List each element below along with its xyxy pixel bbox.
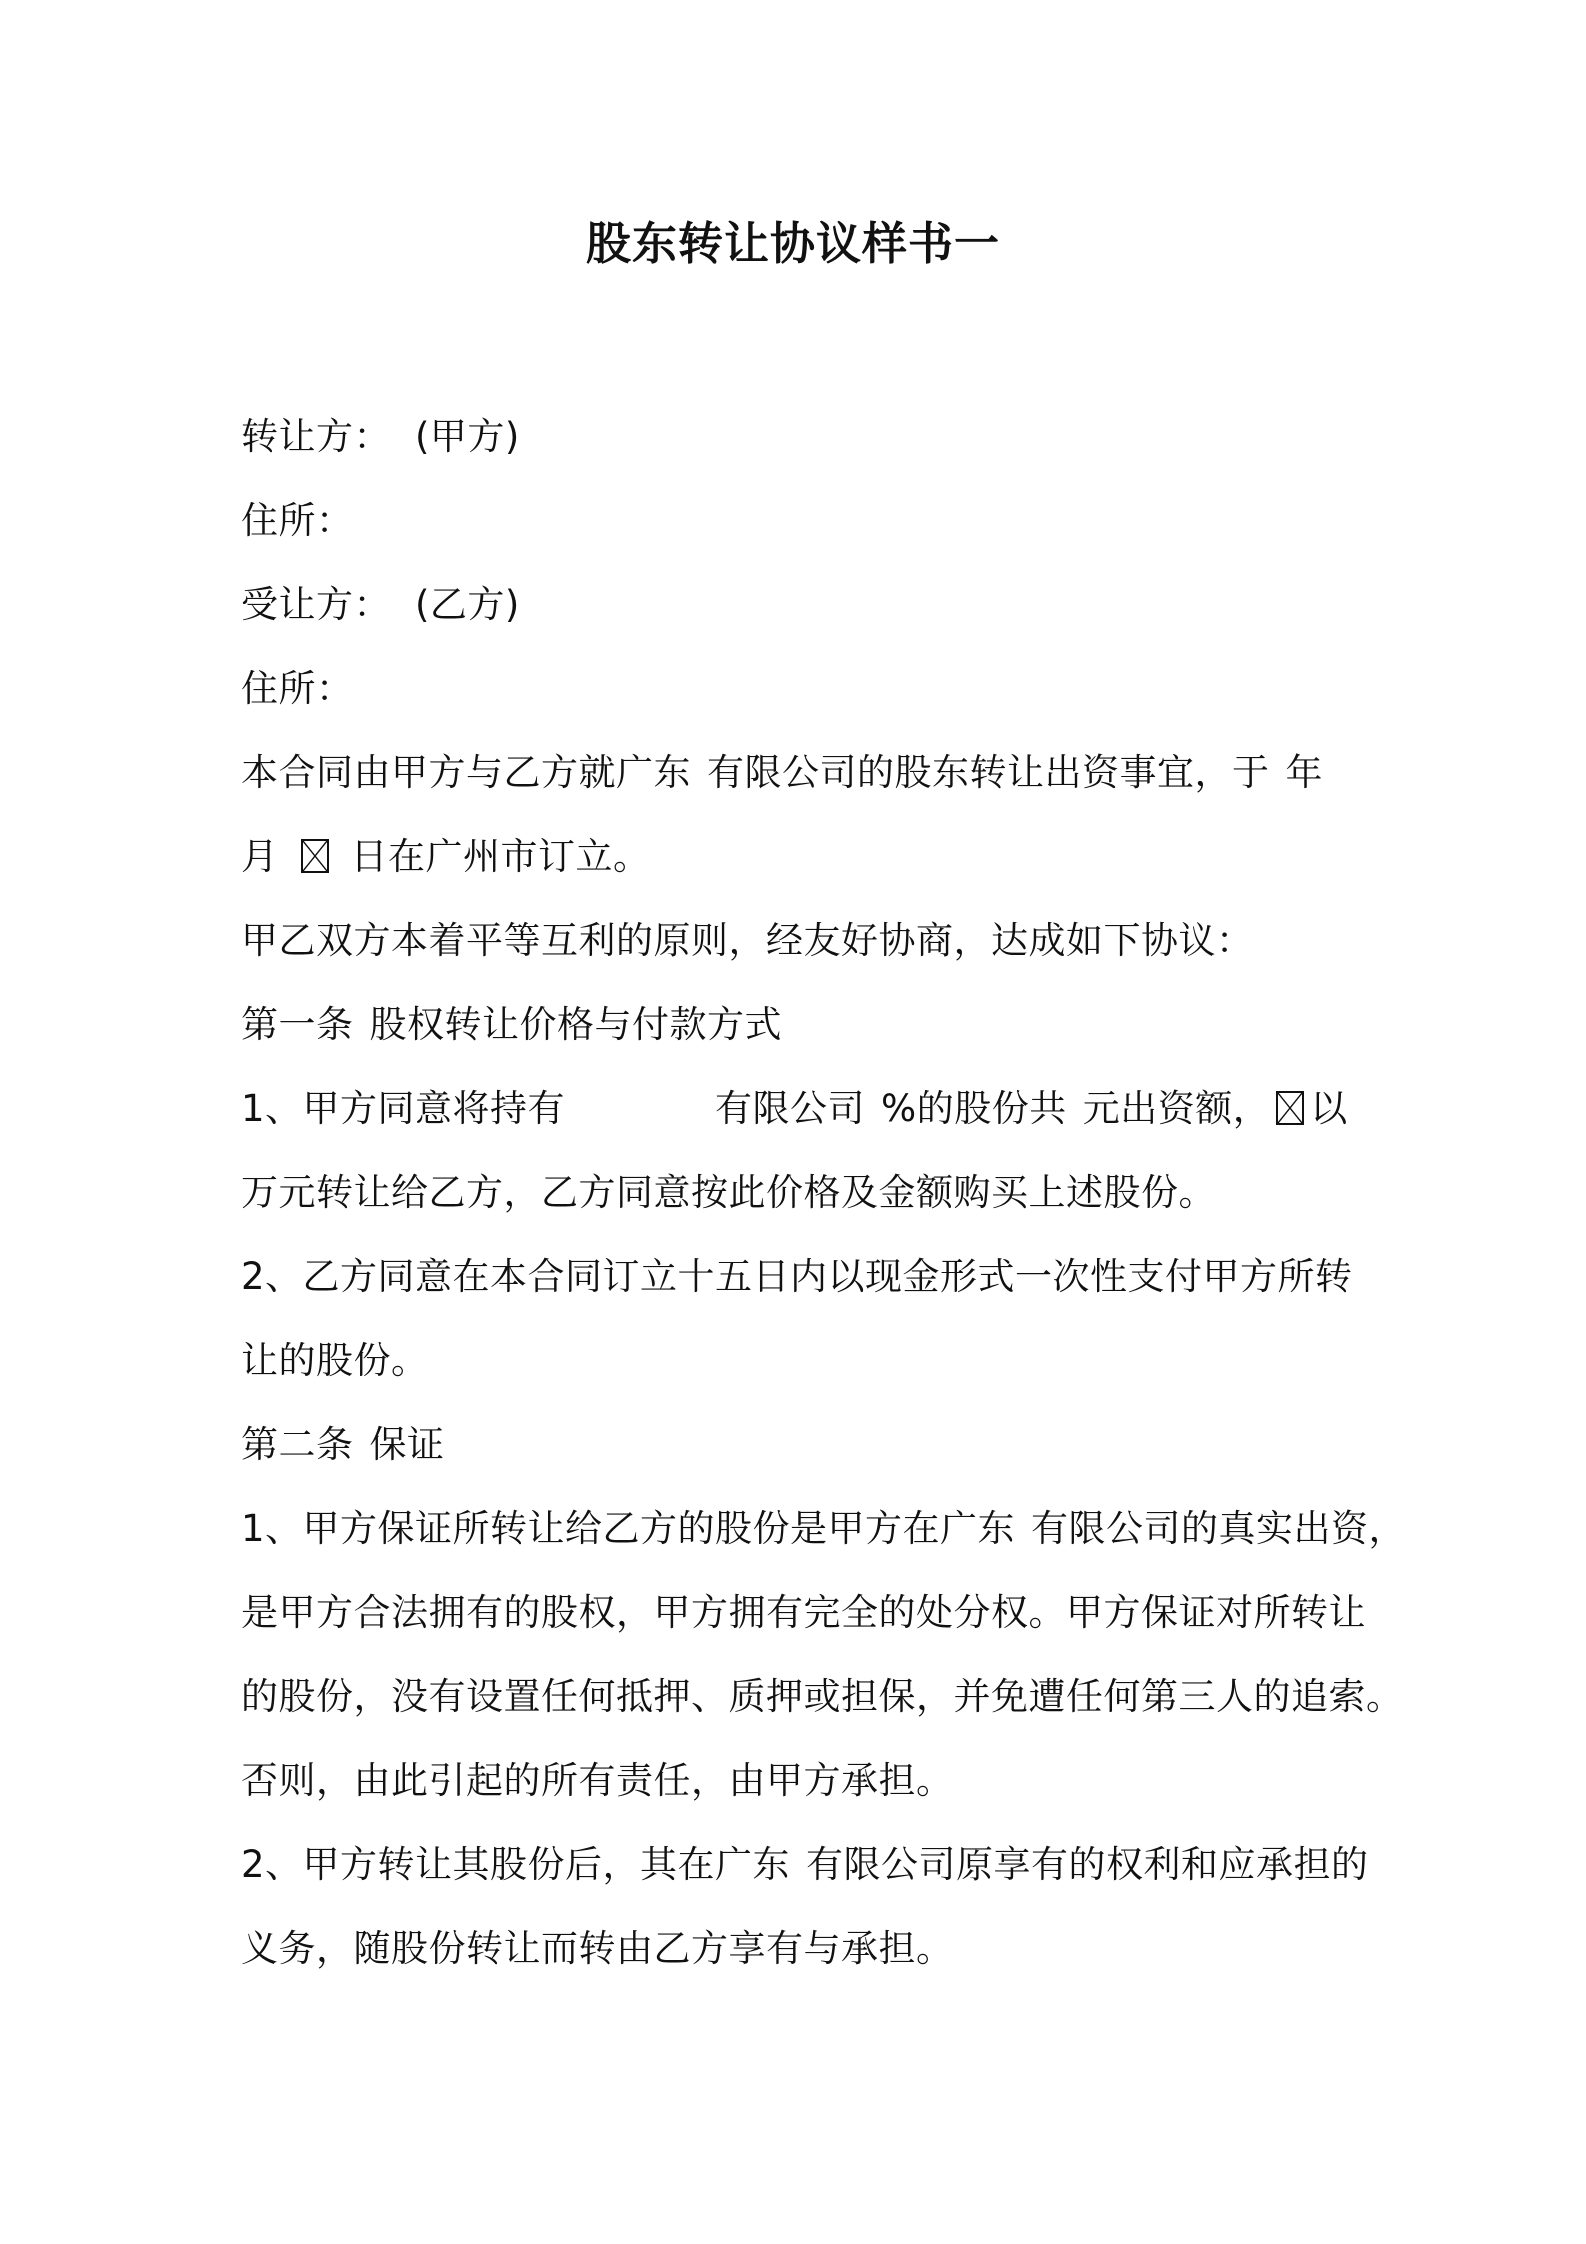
a2c1-text-a: 1、甲方保证所转让给乙方的股份是甲方在广东 xyxy=(241,1507,1016,1550)
a1c1-text-line2: 万元转让给乙方，乙方同意按此价格及金额购买上述股份。 xyxy=(241,1171,1216,1214)
intro-line-3 xyxy=(241,916,1254,966)
missing-glyph-box-icon xyxy=(301,839,329,873)
a2c1-text-b: 有限公司的真实出资， xyxy=(1031,1507,1407,1550)
intro-text-1b: 有限公司的股东转让出资事宜，于 xyxy=(707,751,1270,794)
intro-text-3: 甲乙双方本着平等互利的原则，经友好协商，达成如下协议： xyxy=(241,919,1254,962)
transferee-address-line xyxy=(241,664,354,714)
a2c1-text-line3: 的股份，没有设置任何抵押、质押或担保，并免遭任何第三人的追索。 xyxy=(241,1675,1404,1718)
intro-line-2 xyxy=(241,832,651,882)
transferor-label: 转让方： xyxy=(241,415,391,458)
intro-line-1 xyxy=(241,748,1323,798)
a2c2-text-line2: 义务，随股份转让而转由乙方享有与承担。 xyxy=(241,1927,954,1970)
transferor-address-line xyxy=(241,496,354,546)
transferee-label: 受让方： xyxy=(241,583,391,626)
intro-text-2b: 日在广州市订立。 xyxy=(350,835,651,878)
article-1-clause-1-line-1 xyxy=(241,1084,1348,1134)
article-2-number: 第二条 xyxy=(241,1423,354,1466)
article-2-clause-2-line-1 xyxy=(241,1840,1369,1890)
document-title: 股东转让协议样书一 xyxy=(585,217,1000,270)
a2c2-text-b: 有限公司原享有的权利和应承担的 xyxy=(806,1843,1369,1886)
transferee-address-label: 住所： xyxy=(241,667,354,710)
article-1-clause-2-line-2 xyxy=(241,1336,429,1386)
article-2-clause-1-line-1 xyxy=(241,1504,1406,1554)
missing-glyph-box-icon xyxy=(1276,1091,1304,1125)
a1c2-text-line1: 2、乙方同意在本合同订立十五日内以现金形式一次性支付甲方所转 xyxy=(241,1255,1353,1298)
a2c1-text-line2: 是甲方合法拥有的股权，甲方拥有完全的处分权。甲方保证对所转让 xyxy=(241,1591,1366,1634)
article-2-title: 保证 xyxy=(369,1423,445,1466)
article-1-clause-1-line-2 xyxy=(241,1168,1216,1218)
article-2-clause-1-line-4 xyxy=(241,1756,954,1806)
article-1-heading xyxy=(241,1000,782,1050)
a1c1-text-e: 以 xyxy=(1310,1087,1348,1130)
transferor-line xyxy=(241,412,520,462)
a1c1-text-a: 1、甲方同意将持有 xyxy=(241,1087,566,1130)
a1c2-text-line2: 让的股份。 xyxy=(241,1339,429,1382)
article-1-clause-2-line-1 xyxy=(241,1252,1353,1302)
a1c1-text-c: %的股份共 xyxy=(881,1087,1067,1130)
intro-text-1a: 本合同由甲方与乙方就广东 xyxy=(241,751,691,794)
transferor-address-label: 住所： xyxy=(241,499,354,542)
article-2-clause-1-line-3 xyxy=(241,1672,1404,1722)
article-1-title: 股权转让价格与付款方式 xyxy=(369,1003,782,1046)
a1c1-text-d: 元出资额， xyxy=(1082,1087,1271,1130)
article-2-clause-2-line-2 xyxy=(241,1924,954,1974)
a2c1-text-line4: 否则，由此引起的所有责任，由甲方承担。 xyxy=(241,1759,954,1802)
intro-text-2a: 月 xyxy=(241,835,279,878)
transferee-role: (乙方) xyxy=(415,583,520,626)
transferee-line xyxy=(241,580,520,630)
article-2-heading xyxy=(241,1420,445,1470)
intro-text-1c: 年 xyxy=(1285,751,1323,794)
a2c2-text-a: 2、甲方转让其股份后，其在广东 xyxy=(241,1843,791,1886)
article-1-number: 第一条 xyxy=(241,1003,354,1046)
a1c1-text-b: 有限公司 xyxy=(715,1087,866,1130)
article-2-clause-1-line-2 xyxy=(241,1588,1366,1638)
transferor-role: (甲方) xyxy=(415,415,520,458)
